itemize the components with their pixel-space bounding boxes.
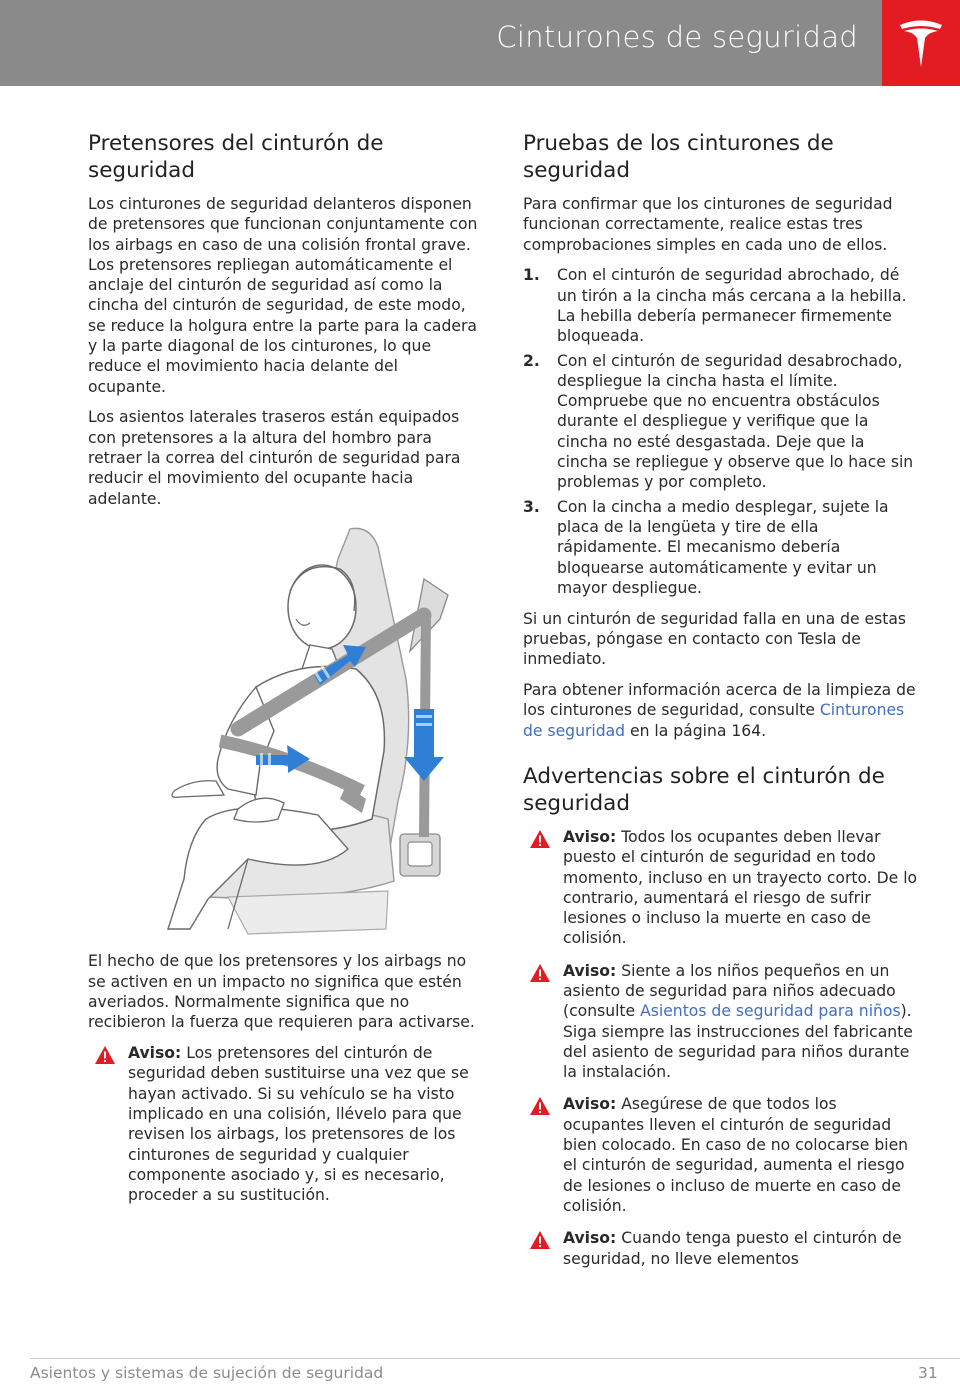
warning-item	[523, 827, 918, 949]
warning-text: Siente a los niños pequeños en un asiento de seguridad para niños adecuado (consulte	[563, 961, 896, 1021]
warning-label: Aviso:	[563, 827, 617, 846]
step-number: 2.	[523, 351, 540, 370]
cleaning-paragraph: Para obtener información acerca de la limpieza de los cinturones de seguridad, consulte Cinturones de seguridad en la página 164.	[523, 681, 916, 740]
warning-label: Aviso:	[128, 1044, 182, 1063]
cleaning-link[interactable]: Cinturones de seguridad	[523, 701, 905, 740]
page-number: 31	[918, 1364, 938, 1382]
child-seats-link[interactable]: Asientos de seguridad para niños	[640, 1002, 901, 1021]
warning-label: Aviso:	[563, 1095, 617, 1114]
warning-text: Todos los ocupantes deben llevar puesto el cinturón de seguridad en todo momento, incluso en un trayecto corto. De lo contrario, aumentará el riesgo de sufrir lesiones o incluso la muerte en caso de colisión.	[563, 827, 918, 948]
pretensioners-paragraph-1: Los cinturones de seguridad delanteros disponen de pretensores que funcionan conjuntamente con los airbags en caso de una colisión frontal grave. Los pretensores repliegan automáticamente el anclaje del cinturón de seguridad así como la cincha del cinturón de seguridad, de este modo, se reduce la holgura entre la parte para la cadera y la parte diagonal de los cinturones, lo que reduce el movimiento hacia delante del ocupante.	[88, 195, 478, 396]
warning-item	[523, 961, 918, 1083]
warning-item	[523, 1228, 918, 1269]
warning-triangle-icon	[530, 830, 550, 848]
warning-text: Asegúrese de que todos los ocupantes lleven el cinturón de seguridad bien colocado. En caso de no colocarse bien el cinturón de seguridad, aumenta el riesgo de lesiones o incluso de muerte en caso de colisión.	[563, 1095, 909, 1215]
section-heading-pretensioners: Pretensores del cinturón de seguridad	[88, 131, 384, 183]
warning-text: Cuando tenga puesto el cinturón de seguridad, no lleve elementos	[563, 1229, 902, 1268]
warning-item	[523, 1094, 918, 1216]
warning-text: Los pretensores del cinturón de seguridad deben sustituirse una vez que se hayan activado. Si su vehículo se ha visto implicado en una colisión, llévelo para que revisen los airbags, los pretensores de los cinturones de seguridad y cualquier componente asociado y, si es necesario, proceder a su sustitución.	[128, 1044, 469, 1205]
step-text: Con la cincha a medio desplegar, sujete la placa de la lengüeta y tire de ella rápidamente. El mecanismo debería bloquearse automáticamente y evitar un mayor despliegue.	[557, 497, 889, 597]
tests-fail-paragraph: Si un cinturón de seguridad falla en una de estas pruebas, póngase en contacto con Tesla de inmediato.	[523, 609, 907, 669]
step-text: Con el cinturón de seguridad abrochado, dé un tirón a la cincha más cercana a la hebilla. La hebilla debería permanecer firmemente bloqueada.	[557, 266, 907, 346]
tesla-logo-icon	[882, 0, 960, 86]
list-item	[523, 265, 918, 346]
pretensioners-paragraph-2: Los asientos laterales traseros están equipados con pretensores a la altura del hombro para retraer la correa del cinturón de seguridad para reducir el movimiento del ocupante hacia adelante.	[88, 408, 461, 508]
warning-label: Aviso:	[563, 1229, 617, 1248]
warning-label: Aviso:	[563, 961, 617, 980]
pretensioners-paragraph-3: El hecho de que los pretensores y los airbags no se activen en un impacto no significa que estén averiados. Normalmente significa que no recibieron la fuerza que requieren para activarse.	[88, 952, 475, 1032]
page-header	[0, 0, 960, 86]
warning-triangle-icon	[95, 1046, 115, 1064]
footer-divider	[30, 1358, 960, 1359]
step-number: 3.	[523, 497, 540, 516]
warning-pretensioners	[88, 1043, 480, 1205]
step-number: 1.	[523, 266, 540, 285]
warning-triangle-icon	[530, 1231, 550, 1249]
right-column	[523, 130, 918, 1281]
step-text: Con el cinturón de seguridad desabrochado, despliegue la cincha hasta el límite. Compruebe que no encuentra obstáculos durante el despliegue y verifique que la cincha no esté desgastada. Deje que la cincha se repliegue y observe que lo hace sin problemas y por completo.	[557, 351, 914, 492]
seatbelt-pretensioner-illustration	[88, 519, 478, 937]
warning-text: ). Siga siempre las instrucciones del fabricante del asiento de seguridad para niños durante la instalación.	[563, 1002, 913, 1082]
footer-section-title: Asientos y sistemas de sujeción de seguridad	[30, 1364, 384, 1382]
list-item	[523, 351, 918, 493]
tests-intro: Para confirmar que los cinturones de seguridad funcionan correctamente, realice estas tres comprobaciones simples en cada uno de ellos.	[523, 195, 893, 254]
warning-triangle-icon	[530, 1097, 550, 1115]
list-item	[523, 497, 918, 598]
section-heading-warnings: Advertencias sobre el cinturón de seguridad	[523, 763, 885, 816]
left-column	[88, 130, 480, 1218]
warning-triangle-icon	[530, 964, 550, 982]
chapter-title: Cinturones de seguridad	[496, 20, 858, 54]
section-heading-tests: Pruebas de los cinturones de seguridad	[523, 131, 834, 183]
tests-steps-list	[523, 265, 918, 598]
